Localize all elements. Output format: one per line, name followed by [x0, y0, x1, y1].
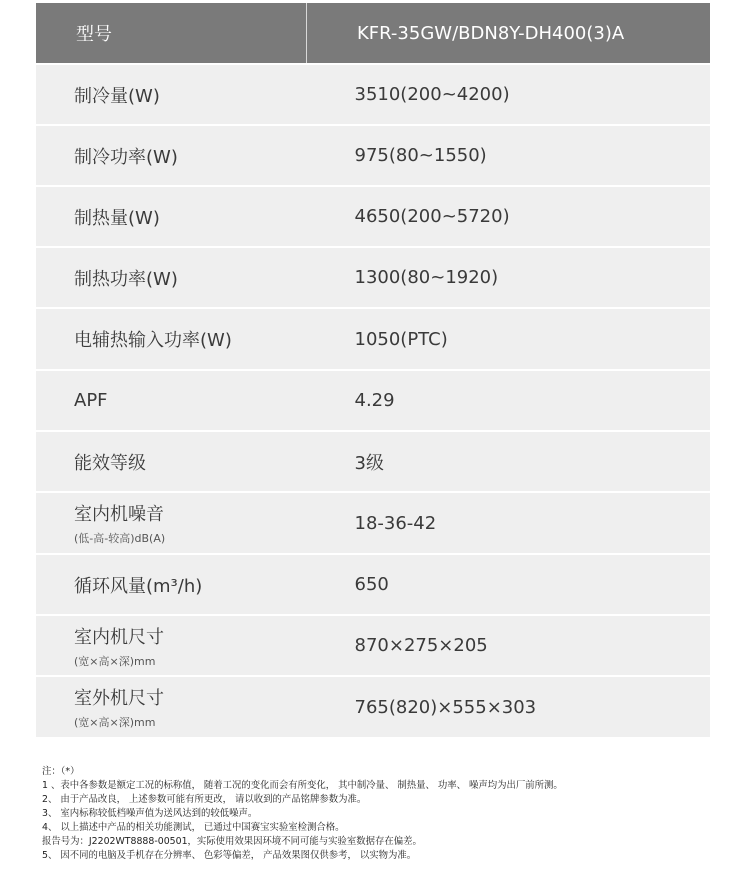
spec-value: 870×275×205	[307, 615, 711, 676]
spec-row-heating-capacity	[36, 186, 710, 247]
spec-value: 18-36-42	[307, 492, 711, 554]
note-line: 2、 由于产品改良， 上述参数可能有所更改， 请以收到的产品铭牌参数为准。	[42, 794, 367, 805]
spec-key: 室内机尺寸 (宽×高×深)mm	[36, 615, 307, 676]
spec-value: 3级	[307, 431, 711, 492]
spec-key: 电辅热输入功率(W)	[36, 308, 307, 370]
spec-header-row	[36, 3, 710, 64]
note-line: 1 、表中各参数是额定工况的标称值， 随着工况的变化而会有所变化， 其中制冷量、 制热量、 功率、 噪声均为出厂前所测。	[42, 780, 563, 791]
spec-row-indoor-noise	[36, 492, 710, 554]
spec-row-airflow	[36, 554, 710, 615]
spec-key-sub: (宽×高×深)mm	[74, 716, 156, 729]
spec-key-sub: (宽×高×深)mm	[74, 654, 156, 668]
footnotes	[42, 765, 732, 863]
spec-row-energy-grade	[36, 431, 710, 492]
spec-header-key: 型号	[36, 3, 307, 64]
spec-key: 制冷量(W)	[36, 64, 307, 125]
spec-value: 1300(80~1920)	[307, 247, 711, 308]
note-line: 注：（*）	[42, 766, 80, 777]
spec-row-electric-aux-heat	[36, 308, 710, 370]
spec-key-sub: (低-高-较高)dB(A)	[74, 532, 166, 545]
spec-table	[36, 3, 710, 737]
spec-key: 制热功率(W)	[36, 247, 307, 308]
spec-value: 765(820)×555×303	[307, 676, 711, 737]
spec-header-value: KFR-35GW/BDN8Y-DH400(3)A	[357, 22, 625, 44]
spec-row-cooling-power	[36, 125, 710, 186]
spec-row-outdoor-size	[36, 676, 710, 737]
note-line: 3、 室内标称较低档噪声值为送风达到的较低噪声。	[42, 808, 258, 819]
spec-row-cooling-capacity	[36, 64, 710, 125]
spec-key: 制热量(W)	[36, 186, 307, 247]
spec-key: 室内机噪音 (低-高-较高)dB(A)	[36, 492, 307, 554]
spec-value: 1050(PTC)	[307, 308, 711, 370]
note-line: 4、 以上描述中产品的相关功能测试， 已通过中国赛宝实验室检测合格。	[42, 822, 345, 833]
spec-value: 4.29	[307, 370, 711, 431]
note-line: 报告号为：J2202WT8888-00501，实际使用效果因环境不同可能与实验室数据存在偏差。	[42, 836, 422, 847]
spec-key: 循环风量(m³/h)	[36, 554, 307, 615]
spec-value: 4650(200~5720)	[307, 186, 711, 247]
spec-key: APF	[36, 370, 307, 431]
spec-value: 3510(200~4200)	[307, 64, 711, 125]
spec-key: 室外机尺寸 (宽×高×深)mm	[36, 676, 307, 737]
spec-key: 能效等级	[36, 431, 307, 492]
spec-row-indoor-size	[36, 615, 710, 676]
spec-value: 975(80~1550)	[307, 125, 711, 186]
spec-row-apf	[36, 370, 710, 431]
note-line: 5、 因不同的电脑及手机存在分辨率、 色彩等偏差， 产品效果图仅供参考， 以实物为准。	[42, 850, 417, 861]
spec-row-heating-power	[36, 247, 710, 308]
spec-value: 650	[307, 554, 711, 615]
spec-key: 制冷功率(W)	[36, 125, 307, 186]
